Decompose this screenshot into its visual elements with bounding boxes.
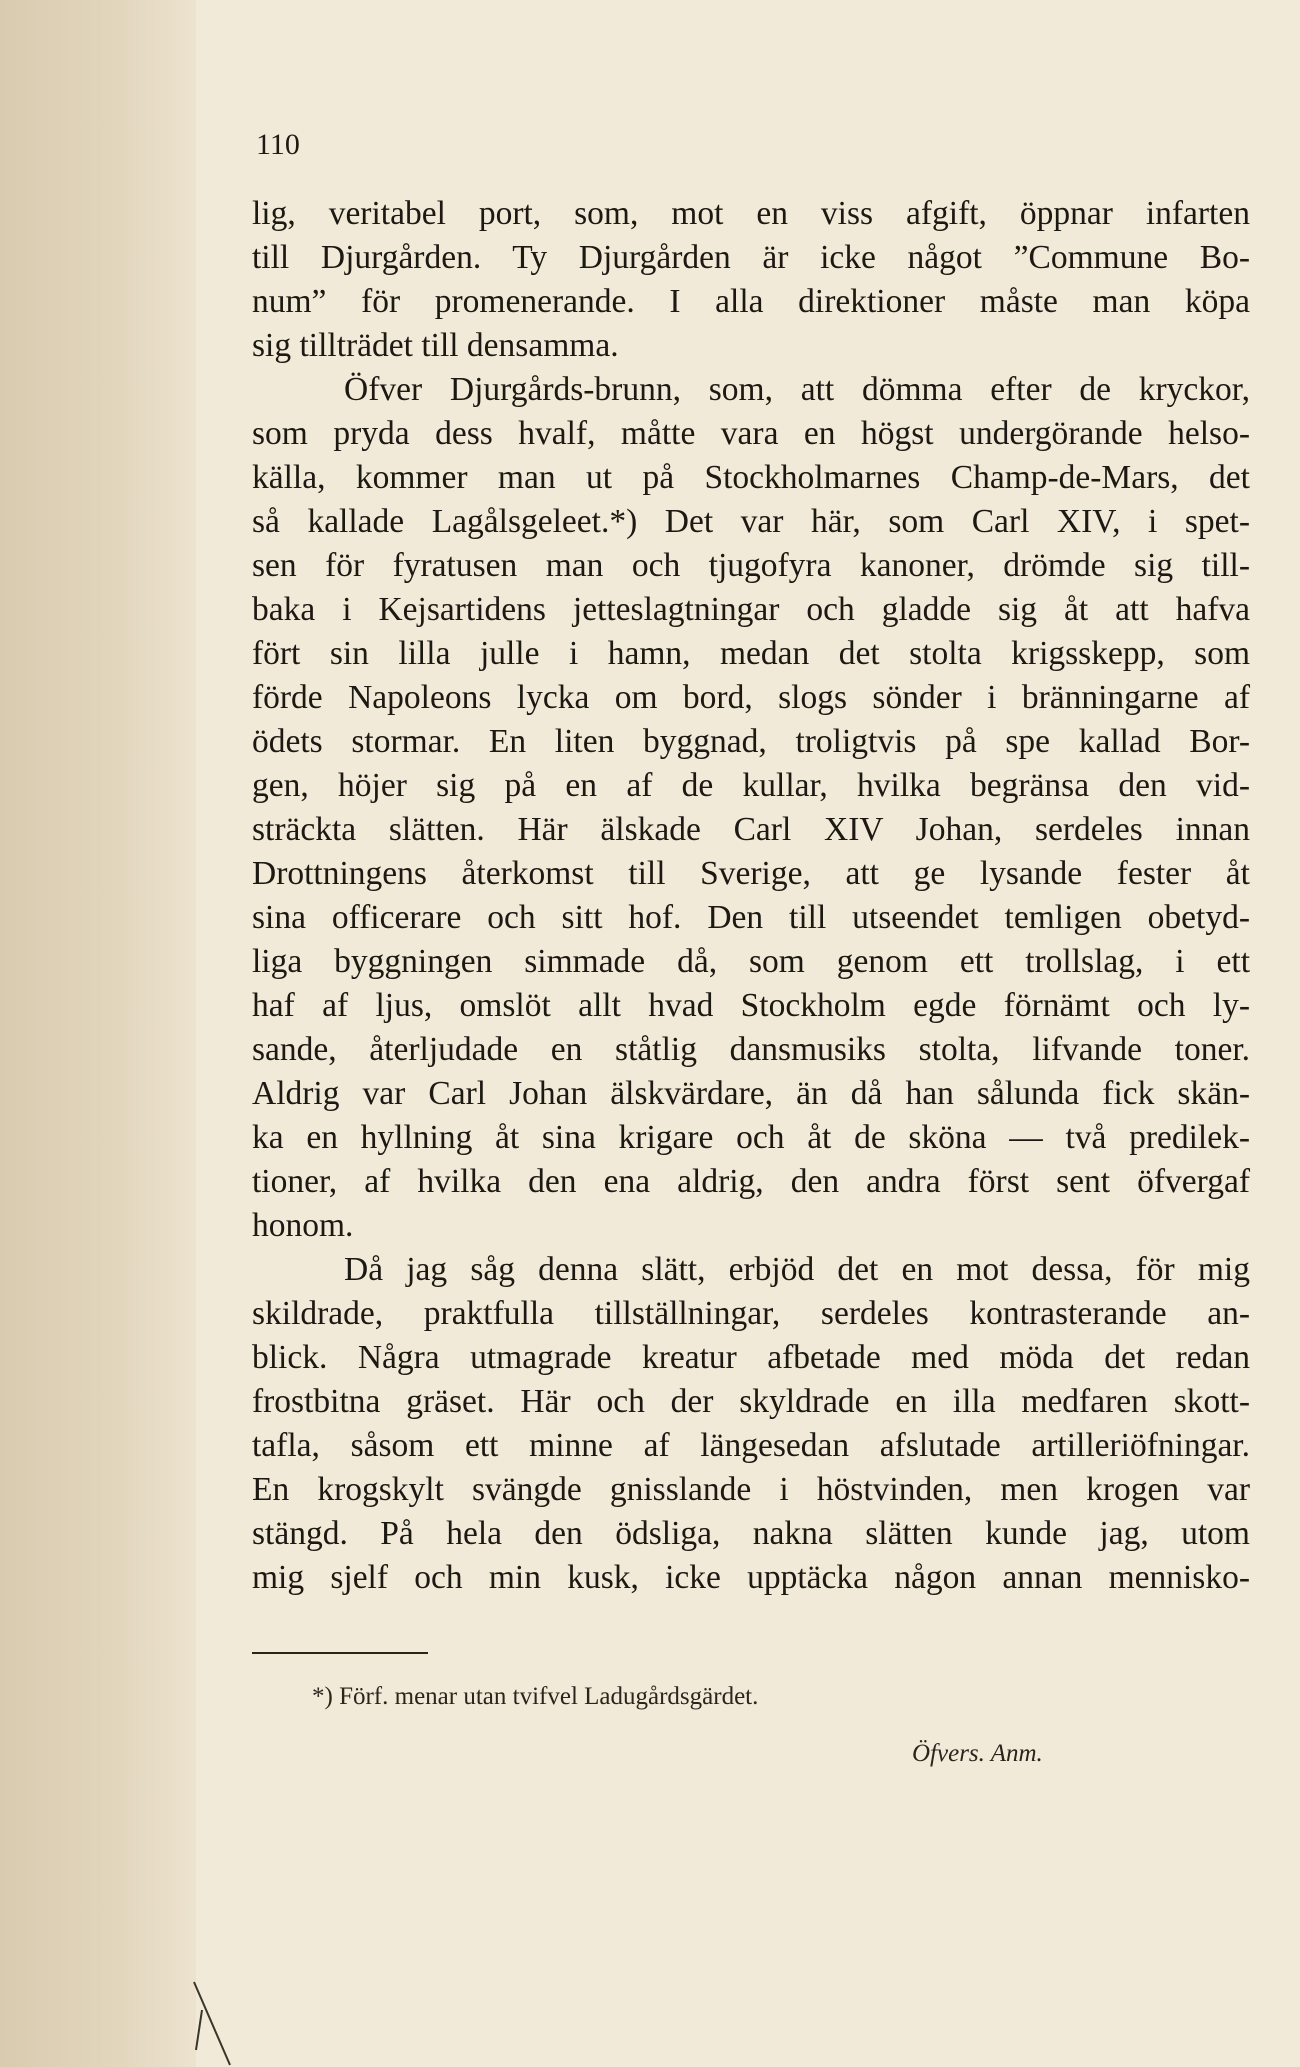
text-line: sen för fyratusen man och tjugofyra kanoner, drömde sig till-	[252, 547, 1250, 584]
text-line: förde Napoleons lycka om bord, slogs sönder i bränningarne af	[252, 679, 1250, 716]
text-line: Öfver Djurgårds-brunn, som, att dömma efter de kryckor,	[344, 371, 1250, 408]
text-line: tioner, af hvilka den ena aldrig, den andra först sent öfvergaf	[252, 1163, 1250, 1200]
text-line: sig tillträdet till densamma.	[252, 327, 619, 364]
footnote: *) Förf. menar utan tvifvel Ladugårdsgärdet.	[312, 1683, 759, 1710]
text-line: sträckta slätten. Här älskade Carl XIV Johan, serdeles innan	[252, 811, 1250, 848]
text-line: källa, kommer man ut på Stockholmarnes Champ-de-Mars, det	[252, 459, 1250, 496]
text-line: sande, återljudade en ståtlig dansmusiks stolta, lifvande toner.	[252, 1031, 1250, 1068]
text-line: num” för promenerande. I alla direktioner måste man köpa	[252, 283, 1250, 320]
text-line: mig sjelf och min kusk, icke upptäcka någon annan mennisko-	[252, 1559, 1250, 1596]
text-line: Då jag såg denna slätt, erbjöd det en mot dessa, för mig	[344, 1251, 1250, 1288]
text-line: liga byggningen simmade då, som genom ett trollslag, i ett	[252, 943, 1250, 980]
footnote-rule	[252, 1652, 428, 1654]
text-line: sina officerare och sitt hof. Den till utseendet temligen obetyd-	[252, 899, 1250, 936]
text-line: Drottningens återkomst till Sverige, att ge lysande fester åt	[252, 855, 1250, 892]
text-line: skildrade, praktfulla tillställningar, serdeles kontrasterande an-	[252, 1295, 1250, 1332]
text-line: gen, höjer sig på en af de kullar, hvilka begränsa den vid-	[252, 767, 1250, 804]
page-number: 110	[256, 128, 300, 161]
body-text	[252, 192, 1250, 1600]
text-line: ka en hyllning åt sina krigare och åt de sköna — två predilek-	[252, 1119, 1250, 1156]
text-line: Aldrig var Carl Johan älskvärdare, än då han sålunda fick skän-	[252, 1075, 1250, 1112]
text-line: som pryda dess hvalf, måtte vara en högst undergörande helso-	[252, 415, 1250, 452]
text-line: lig, veritabel port, som, mot en viss afgift, öppnar infarten	[252, 195, 1250, 232]
text-line: till Djurgården. Ty Djurgården är icke något ”Commune Bo-	[252, 239, 1250, 276]
text-line: haf af ljus, omslöt allt hvad Stockholm egde förnämt och ly-	[252, 987, 1250, 1024]
text-line: tafla, såsom ett minne af längesedan afslutade artilleriöfningar.	[252, 1427, 1250, 1464]
text-line: baka i Kejsartidens jetteslagtningar och gladde sig åt att hafva	[252, 591, 1250, 628]
footnote-attribution: Öfvers. Anm.	[912, 1740, 1043, 1767]
text-line: En krogskylt svängde gnisslande i höstvinden, men krogen var	[252, 1471, 1250, 1508]
text-line: ödets stormar. En liten byggnad, troligtvis på spe kallad Bor-	[252, 723, 1250, 760]
scan-background-edge	[0, 0, 196, 2067]
text-line: honom.	[252, 1207, 354, 1244]
text-line: stängd. På hela den ödsliga, nakna slätten kunde jag, utom	[252, 1515, 1250, 1552]
text-line: blick. Några utmagrade kreatur afbetade med möda det redan	[252, 1339, 1250, 1376]
margin-pencil-mark	[192, 1980, 252, 2067]
text-line: fört sin lilla julle i hamn, medan det stolta krigsskepp, som	[252, 635, 1250, 672]
text-line: frostbitna gräset. Här och der skyldrade en illa medfaren skott-	[252, 1383, 1250, 1420]
text-line: så kallade Lagålsgeleet.*) Det var här, som Carl XIV, i spet-	[252, 503, 1250, 540]
